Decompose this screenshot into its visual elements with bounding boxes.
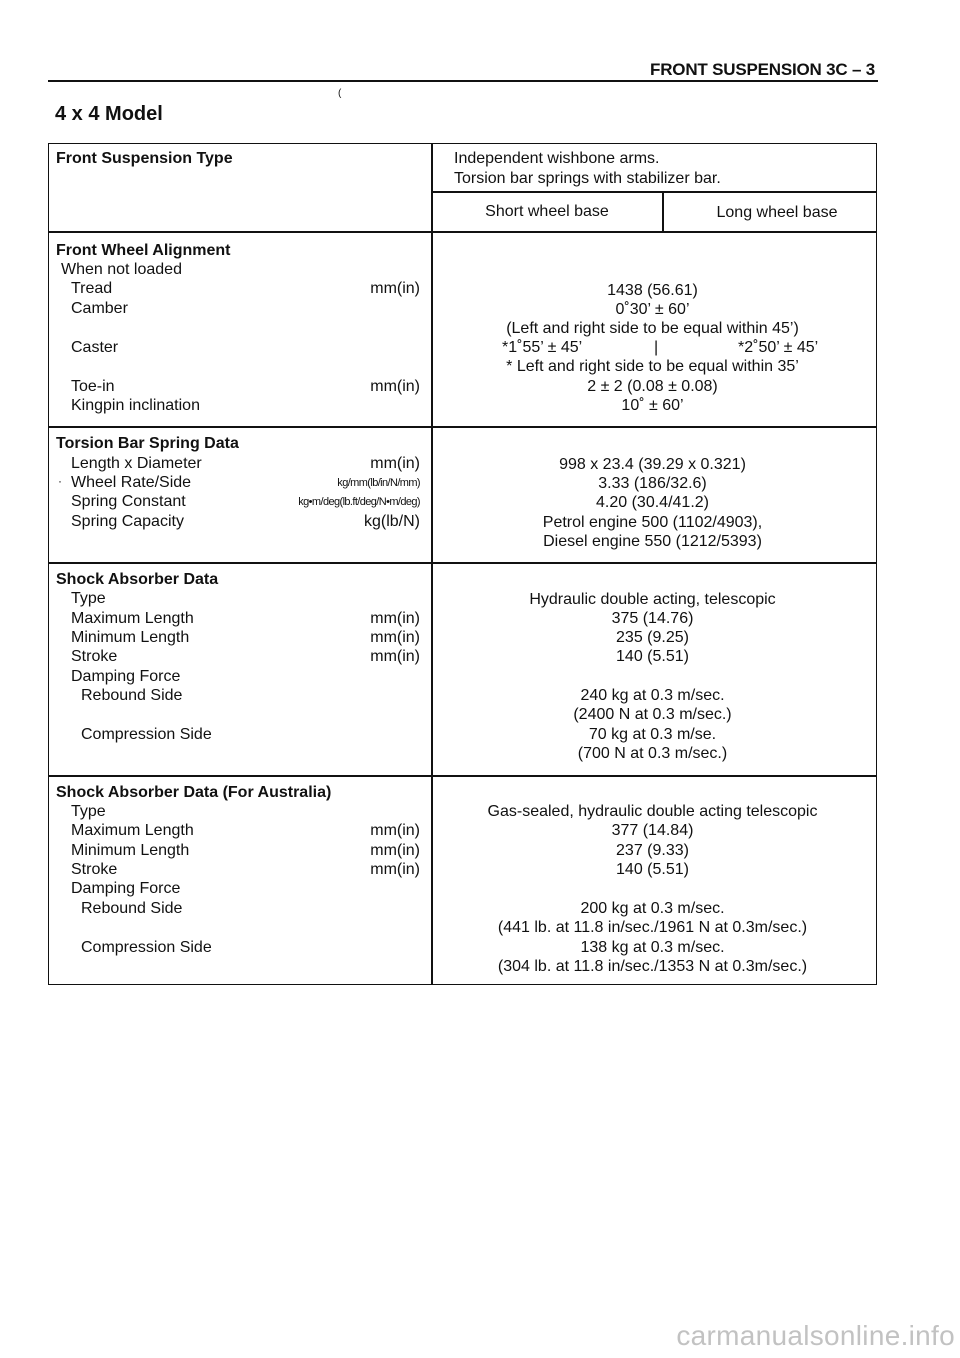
wheel-rate-unit: kg/mm(lb/in/N/mm) xyxy=(337,477,420,489)
min-length-unit: mm(in) xyxy=(370,629,420,646)
au-rebound-value-imperial: (441 lb. at 11.8 in/sec./1961 N at 0.3m/sec.) xyxy=(497,919,808,936)
toein-unit: mm(in) xyxy=(370,378,420,395)
au-compression-side-label: Compression Side xyxy=(81,939,212,956)
short-wheel-base-header: Short wheel base xyxy=(485,203,609,220)
suspension-type-line1: Independent wishbone arms. xyxy=(454,150,660,167)
spring-capacity-label: Spring Capacity xyxy=(71,513,184,530)
max-length-label: Maximum Length xyxy=(71,610,194,627)
au-max-length-value: 377 (14.84) xyxy=(611,822,694,839)
camber-label: Camber xyxy=(71,300,128,317)
min-length-value: 235 (9.25) xyxy=(616,629,689,646)
shock-type-value: Hydraulic double acting, telescopic xyxy=(529,591,776,608)
caster-label: Caster xyxy=(71,339,119,356)
damping-force-label: Damping Force xyxy=(71,668,181,685)
compression-value-si: (700 N at 0.3 m/sec.) xyxy=(577,745,728,762)
min-length-label: Minimum Length xyxy=(71,629,190,646)
page-header: FRONT SUSPENSION 3C – 3 xyxy=(650,60,875,79)
au-min-length-unit: mm(in) xyxy=(370,842,420,859)
caster-long-value: *2˚50’ ± 45’ xyxy=(738,339,819,356)
au-max-length-unit: mm(in) xyxy=(370,822,420,839)
caster-note: * Left and right side to be equal within 35’ xyxy=(506,358,799,375)
spring-capacity-value-diesel: Diesel engine 550 (1212/5393) xyxy=(543,533,762,550)
spring-constant-unit: kg•m/deg(lb.ft/deg/N•m/deg) xyxy=(298,496,420,508)
shock-absorber-title: Shock Absorber Data xyxy=(56,571,219,588)
au-rebound-side-label: Rebound Side xyxy=(81,900,183,917)
caster-separator: | xyxy=(654,339,659,356)
long-wheel-base-header: Long wheel base xyxy=(716,204,838,221)
tread-value: 1438 (56.61) xyxy=(607,282,698,299)
au-max-length-label: Maximum Length xyxy=(71,822,194,839)
au-damping-force-label: Damping Force xyxy=(71,880,181,897)
header-rule xyxy=(48,80,878,82)
compression-side-label: Compression Side xyxy=(81,726,212,743)
au-min-length-label: Minimum Length xyxy=(71,842,190,859)
length-diameter-value: 998 x 23.4 (39.29 x 0.321) xyxy=(559,456,746,473)
site-watermark: carmanualsonline.info xyxy=(676,1320,955,1351)
length-diameter-label: Length x Diameter xyxy=(71,455,202,472)
max-length-unit: mm(in) xyxy=(370,610,420,627)
wheel-rate-bullet: · xyxy=(58,474,62,488)
kingpin-value: 10˚ ± 60’ xyxy=(621,397,684,414)
au-shock-type-label: Type xyxy=(71,803,106,820)
compression-value: 70 kg at 0.3 m/se. xyxy=(588,726,717,743)
au-compression-value-imperial: (304 lb. at 11.8 in/sec./1353 N at 0.3m/sec.) xyxy=(497,958,808,975)
camber-note: (Left and right side to be equal within 45’) xyxy=(506,320,799,337)
toein-value: 2 ± 2 (0.08 ± 0.08) xyxy=(587,378,718,395)
suspension-type-line2: Torsion bar springs with stabilizer bar. xyxy=(454,170,721,187)
wheel-rate-value: 3.33 (186/32.6) xyxy=(598,475,707,492)
suspension-type-label: Front Suspension Type xyxy=(56,150,233,167)
wheel-rate-label: Wheel Rate/Side xyxy=(71,474,192,491)
stray-mark: ( xyxy=(338,88,342,99)
row-divider xyxy=(49,426,877,428)
au-stroke-unit: mm(in) xyxy=(370,861,420,878)
au-stroke-value: 140 (5.51) xyxy=(616,861,689,878)
au-shock-type-value: Gas-sealed, hydraulic double acting telescopic xyxy=(487,803,818,820)
au-rebound-value: 200 kg at 0.3 m/sec. xyxy=(580,900,725,917)
au-min-length-value: 237 (9.33) xyxy=(616,842,689,859)
row-divider xyxy=(49,562,877,564)
torsion-bar-title: Torsion Bar Spring Data xyxy=(56,435,239,452)
shock-absorber-au-title: Shock Absorber Data (For Australia) xyxy=(56,784,332,801)
au-stroke-label: Stroke xyxy=(71,861,118,878)
condition-label: When not loaded xyxy=(61,261,182,278)
spring-capacity-value-petrol: Petrol engine 500 (1102/4903), xyxy=(542,514,763,531)
toein-label: Toe-in xyxy=(71,378,115,395)
tread-unit: mm(in) xyxy=(370,280,420,297)
shock-type-label: Type xyxy=(71,590,106,607)
rebound-side-label: Rebound Side xyxy=(81,687,183,704)
length-diameter-unit: mm(in) xyxy=(370,455,420,472)
au-compression-value: 138 kg at 0.3 m/sec. xyxy=(580,939,725,956)
row-divider xyxy=(431,191,877,193)
model-title: 4 x 4 Model xyxy=(55,103,163,125)
stroke-unit: mm(in) xyxy=(370,648,420,665)
max-length-value: 375 (14.76) xyxy=(611,610,694,627)
stroke-label: Stroke xyxy=(71,648,118,665)
wheel-alignment-title: Front Wheel Alignment xyxy=(56,242,231,259)
kingpin-label: Kingpin inclination xyxy=(71,397,200,414)
stroke-value: 140 (5.51) xyxy=(616,648,689,665)
row-divider xyxy=(49,231,877,233)
rebound-value: 240 kg at 0.3 m/sec. xyxy=(580,687,725,704)
spring-constant-value: 4.20 (30.4/41.2) xyxy=(596,494,709,511)
rebound-value-si: (2400 N at 0.3 m/sec.) xyxy=(573,706,732,723)
row-divider xyxy=(49,775,877,777)
caster-short-value: *1˚55’ ± 45’ xyxy=(502,339,583,356)
camber-value: 0˚30’ ± 60’ xyxy=(615,301,690,318)
tread-label: Tread xyxy=(71,280,113,297)
spring-constant-label: Spring Constant xyxy=(71,493,186,510)
spring-capacity-unit: kg(lb/N) xyxy=(363,513,420,530)
